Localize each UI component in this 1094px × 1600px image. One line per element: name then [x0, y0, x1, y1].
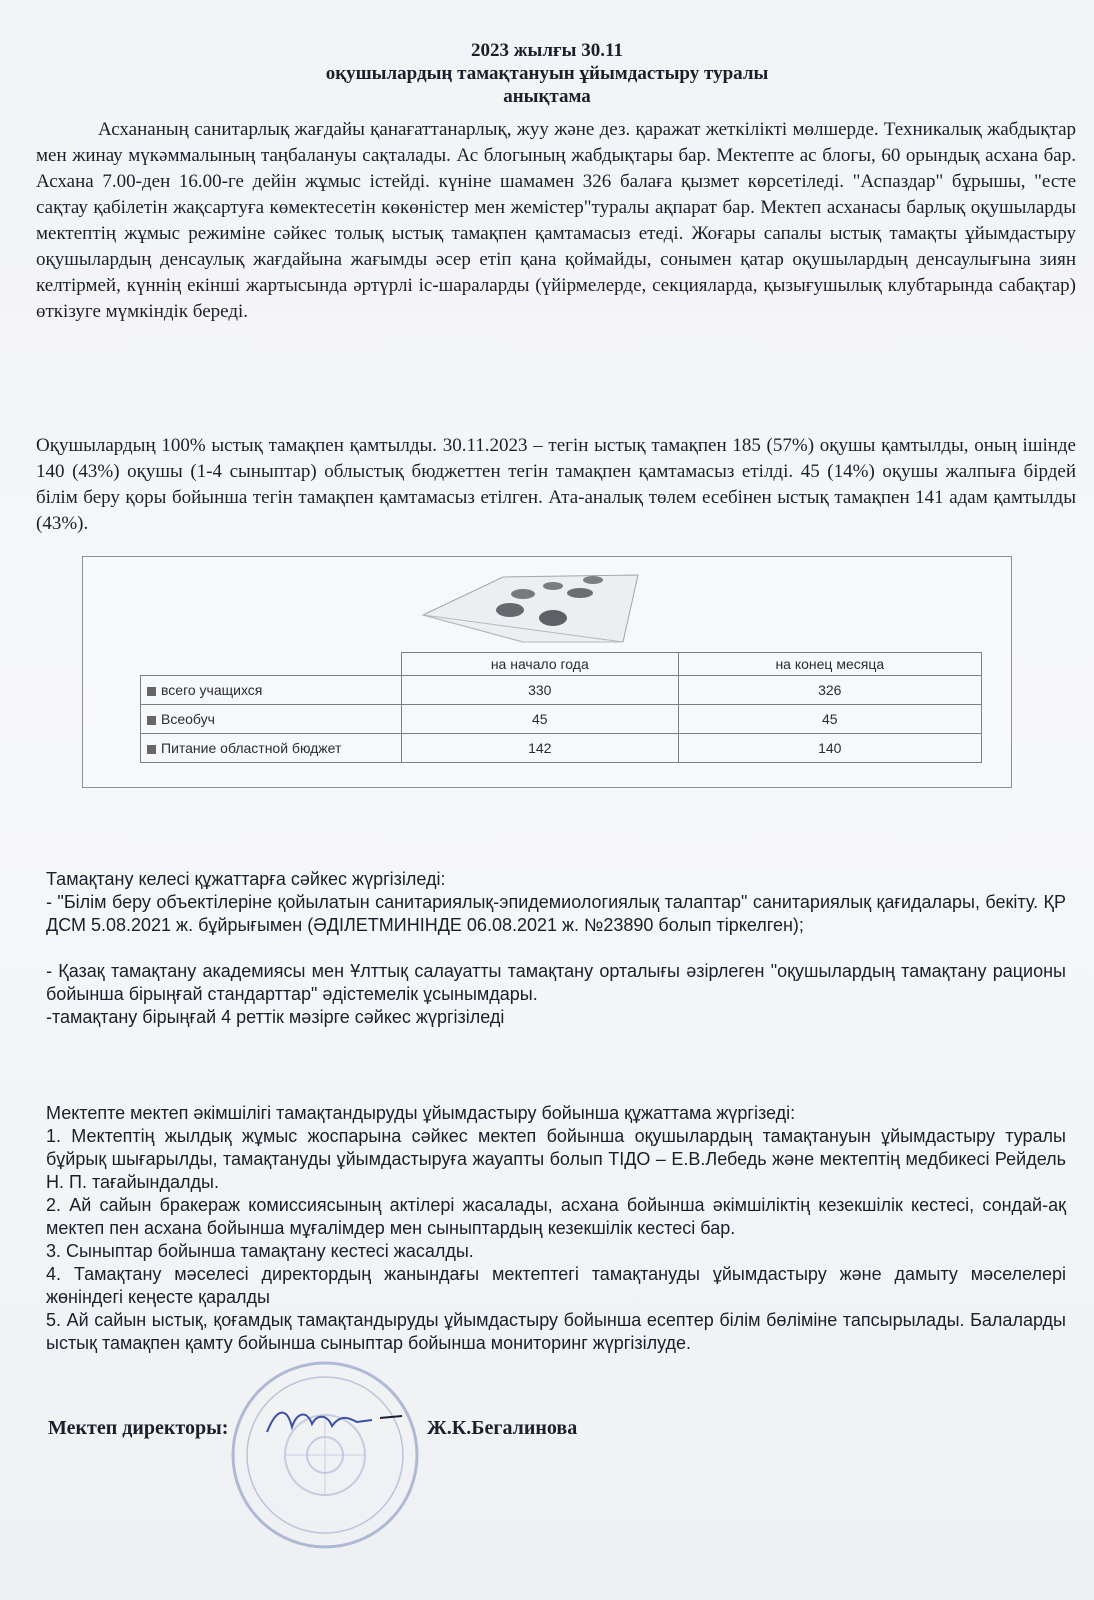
admin-item: 1. Мектептің жылдық жұмыс жоспарына сәйкес мектеп бойынша оқушылардың тамақтануын ұйымдастыру туралы бұйрық шығарылды, тамақтануды ұйымдастыруға жауапты болып ТІДО – Е.В.Лебедь және мектептің медбикесі Рейдель Н. П. тағайындалды. [46, 1126, 1066, 1192]
table-cell: 142 [402, 734, 679, 763]
column-header: на начало года [402, 653, 679, 676]
round-seal-stamp-icon [225, 1355, 425, 1555]
row-label: Всеобуч [141, 705, 402, 734]
table-row [141, 734, 982, 763]
spacer [46, 937, 1066, 960]
table-row [141, 705, 982, 734]
documents-section [46, 868, 1066, 1029]
documents-heading: Тамақтану келесі құжаттарға сәйкес жүргізіледі: [46, 869, 446, 889]
legend-square-icon [147, 745, 156, 754]
admin-item: 3. Сыныптар бойынша тамақтану кестесі жасалды. [46, 1241, 474, 1261]
legend-square-icon [147, 687, 156, 696]
chart-3d-plot-icon [83, 557, 1011, 657]
admin-item: 5. Ай сайын ыстық, қоғамдық тамақтандыруды ұйымдастыру бойынша есептер білім бөліміне тапсырылады. Балаларды ыстық тамақпен қамту бойынша сыныптар бойынша мониторинг жүргізілуде. [46, 1310, 1066, 1353]
admin-section [46, 1102, 1066, 1355]
admin-item: 2. Ай сайын бракераж комиссиясының актілері жасалады, асхана бойынша әкімшіліктің кезекшілік кестесі, сондай-ақ мектеп пен асхана бойынша мұғалімдер мен сыныптардың кезекшілік кестесі бар. [46, 1195, 1066, 1238]
doc-date-title: 2023 жылғы 30.11 [471, 40, 623, 61]
signature-role: Мектеп директоры: [48, 1417, 229, 1439]
legend-square-icon [147, 716, 156, 725]
students-table [140, 652, 982, 763]
handwritten-signature-icon [262, 1402, 412, 1442]
documents-item: - "Білім беру объектілеріне қойылатын санитариялық-эпидемиологиялық талаптар" санитариялық қағидалары, бекіту. ҚР ДСМ 5.08.2021 ж. бұйрығымен (ӘДІЛЕТМИНІНДЕ 06.08.2021 ж. №23890 болып тіркелген); [46, 892, 1066, 935]
table-corner [141, 653, 402, 676]
coverage-paragraph: Оқушылардың 100% ыстық тамақпен қамтылды. 30.11.2023 – тегін ыстық тамақпен 185 (57%) оқушы қамтылды, оның ішінде 140 (43%) оқушы (1-4 сыныптар) облыстық бюджеттен тегін тамақпен қамтамасыз етілді. 45 (14%) оқушы жалпыға бірдей білім беру қоры бойынша тегін тамақпен қамтамасыз етілген. Ата-аналық төлем есебінен ыстық тамақпен 141 адам қамтылды (43%). [36, 435, 1076, 534]
row-label: Питание областной бюджет [141, 734, 402, 763]
table-header-row [141, 653, 982, 676]
table-cell: 330 [402, 676, 679, 705]
admin-item: 4. Тамақтану мәселесі директордың жанындағы мектептегі тамақтануды ұйымдастыру және дамыту мәселелері жөніндегі кеңесте қаралды [46, 1264, 1066, 1307]
signature-name: Ж.К.Бегалинова [427, 1417, 578, 1439]
intro-paragraph: Асхананың санитарлық жағдайы қанағаттанарлық, жуу және дез. қаражат жеткілікті мөлшерде. Техникалық жабдықтар мен жинау мүкәммалының таңбалануы сақталады. Ас блогының жабдықтары бар. Мектепте ас блогы, 60 орындық асхана бар. Асхана 7.00-ден 16.00-ге дейін жұмыс істейді. күніне шамамен 326 балаға қызмет көрсетіледі. "Аспаздар" бұрышы, "есте сақтау қабілетін жақсартуға көмектесетін көкөністер мен жемістер"туралы ақпарат бар. Мектеп асханасы барлық оқушыларды мектептің жұмыс режиміне сәйкес толық ыстық тамақпен қамтамасыз етеді. Жоғары сапалы ыстық тамақты ұйымдастыру оқушылардың денсаулық жағдайына жағымды әсер етіп қана қоймайды, сонымен қатар оқушылардың денсаулығына зиян келтірмей, күннің екінші жартысында әртүрлі іс-шараларды (үйірмелерде, секцияларда, қызығушылық клубтарында сабақтар) өткізуге мүмкіндік береді. [36, 119, 1076, 322]
table-cell: 45 [678, 705, 981, 734]
row-label: всего учащихся [141, 676, 402, 705]
admin-heading: Мектепте мектеп әкімшілігі тамақтандыруды ұйымдастыру бойынша құжаттама жүргізеді: [46, 1103, 796, 1123]
doc-type-title: анықтама [503, 86, 591, 107]
documents-item: - Қазақ тамақтану академиясы мен Ұлттық салауатты тамақтану орталығы әзірлеген "оқушылардың тамақтану рационы бойынша бірыңғай стандарттар" әдістемелік ұсынымдары. [46, 961, 1066, 1004]
column-header: на конец месяца [678, 653, 981, 676]
table-cell: 326 [678, 676, 981, 705]
table-row [141, 676, 982, 705]
table-cell: 140 [678, 734, 981, 763]
documents-item: -тамақтану бірыңғай 4 реттік мәзірге сәйкес жүргізіледі [46, 1007, 505, 1027]
doc-subject-title: оқушылардың тамақтануын ұйымдастыру туралы [325, 63, 769, 84]
table-cell: 45 [402, 705, 679, 734]
